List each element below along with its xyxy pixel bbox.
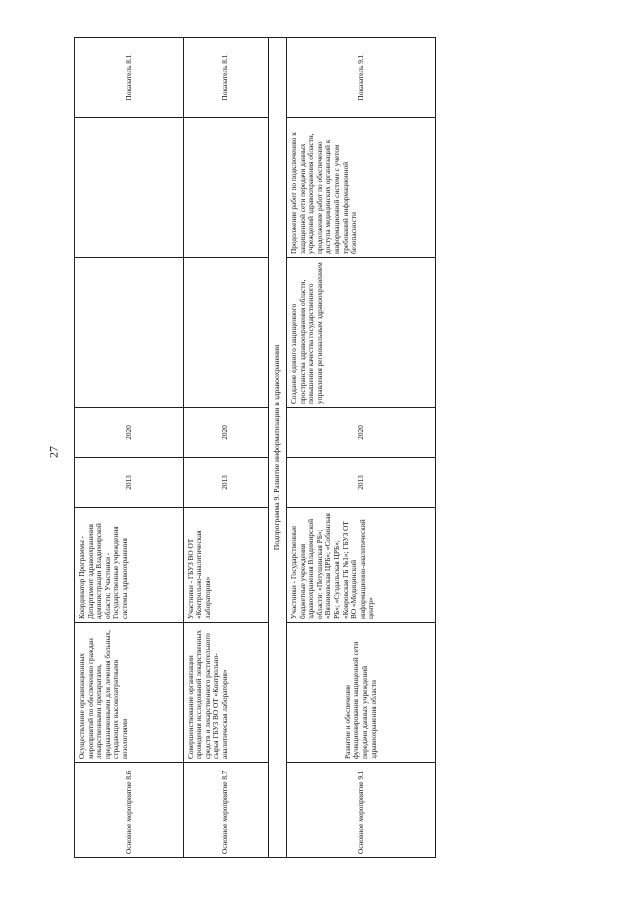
end-year-cell: 2020 xyxy=(286,408,435,458)
indicator-cell: Показатель 8.1 xyxy=(183,38,268,118)
activity-code-cell: Основное мероприятие 8.6 xyxy=(75,763,184,858)
activity-name-cell: Совершенствование организации проведения исследований лекарственных средств и лекарственного растительного сырья ГБУЗ ВО ОТ «Контрольно-аналитическая лаборатория» xyxy=(183,623,268,763)
expected-result-cell: Создание единого защищенного пространства здравоохранения области, повышение качества государственного управления региональным здравоохранением xyxy=(286,258,435,408)
indicator-cell: Показатель 8.1 xyxy=(75,38,184,118)
table-row xyxy=(286,38,435,858)
end-year-cell: 2020 xyxy=(75,408,184,458)
implementation-link-cell xyxy=(183,118,268,258)
table-row xyxy=(183,38,268,858)
activity-code-cell: Основное мероприятие 8.7 xyxy=(183,763,268,858)
activity-name-cell: Осуществление организационных мероприятий по обеспечению граждан лекарственными препаратами, предназначенными для лечения больных, страдающих высокозатратными нозологиями xyxy=(75,623,184,763)
executor-cell: Координатор Программы - Департамент здравоохранения администрации Владимирской области; Участники - Государственные учреждения системы здравоохранения xyxy=(75,508,184,623)
subprogram-row xyxy=(268,38,286,858)
executor-cell: Участники - ГБУЗ ВО ОТ «Контрольно-аналитическая лаборатория» xyxy=(183,508,268,623)
start-year-cell: 2013 xyxy=(75,458,184,508)
page-number: 27 xyxy=(46,446,61,458)
end-year-cell: 2020 xyxy=(183,408,268,458)
start-year-cell: 2013 xyxy=(286,458,435,508)
indicator-cell: Показатель 9.1 xyxy=(286,38,435,118)
table-row xyxy=(75,38,184,858)
expected-result-cell xyxy=(75,258,184,408)
executor-cell: Участники - Государственные бюджетные учреждения здравоохранения Владимирской области: «Петушинская РБ»; «Вязниковская ЦРБ»; «Собинская РБ»; «Суздальская ЦРБ»; «Ковровская ГБ №1»; ГБУЗ ОТ ВО «Медицинский информационно-аналитический центр» xyxy=(286,508,435,623)
implementation-link-cell xyxy=(75,118,184,258)
activities-table-sheet xyxy=(74,38,436,858)
implementation-link-cell: Продолжение работ по подключению к защищенной сети передачи данных учреждений здравоохранения области, продолжение работ по обеспечению доступа медицинских организаций к информационной системе с учетом требований информационной безопасности xyxy=(286,118,435,258)
activities-table xyxy=(74,37,436,858)
start-year-cell: 2013 xyxy=(183,458,268,508)
expected-result-cell xyxy=(183,258,268,408)
activity-name-cell: Развитие и обеспечение функционирования защищенной сети передачи данных учреждений здравоохранения области xyxy=(286,623,435,763)
subprogram-title: Подпрограмма 9. Развитие информатизации в здравоохранении xyxy=(268,38,286,858)
activity-code-cell: Основное мероприятие 9.1 xyxy=(286,763,435,858)
